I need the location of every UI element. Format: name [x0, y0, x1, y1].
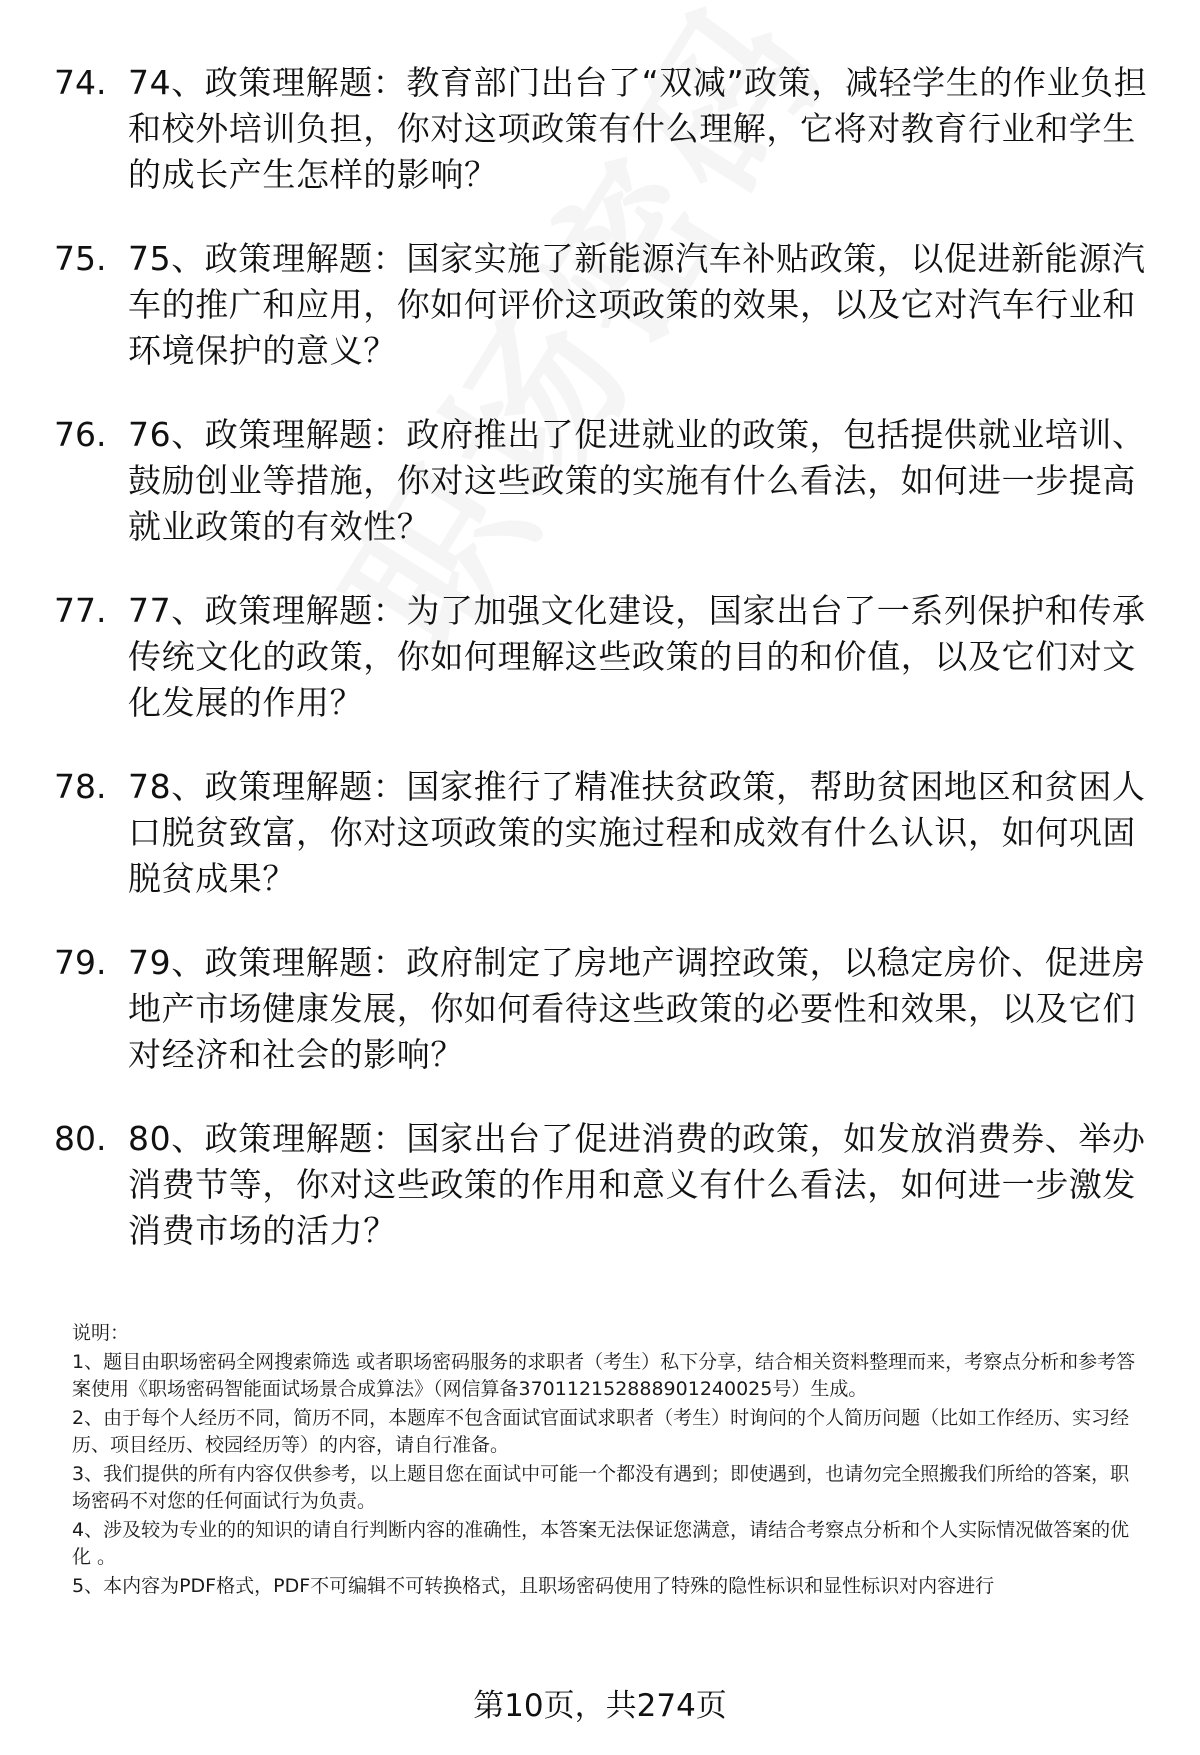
question-item: [54, 588, 1154, 726]
question-text: 77、政策理解题：为了加强文化建设，国家出台了一系列保护和传承传统文化的政策，你如何理解这些政策的目的和价值，以及它们对文化发展的作用？: [128, 591, 1146, 722]
note-item: 2、由于每个人经历不同，简历不同，本题库不包含面试官面试求职者（考生）时询问的个人简历问题（比如工作经历、实习经历、项目经历、校园经历等）的内容，请自行准备。: [72, 1407, 1130, 1456]
question-item: [54, 412, 1154, 550]
question-item: [54, 940, 1154, 1078]
question-number: 76.: [54, 415, 107, 454]
question-text: 74、政策理解题：教育部门出台了“双减”政策，减轻学生的作业负担和校外培训负担，你对这项政策有什么理解，它将对教育行业和学生的成长产生怎样的影响？: [128, 63, 1148, 194]
question-number: 77.: [54, 591, 107, 630]
note-item: 3、我们提供的所有内容仅供参考，以上题目您在面试中可能一个都没有遇到；即使遇到，也请勿完全照搬我们所给的答案，职场密码不对您的任何面试行为负责。: [72, 1463, 1130, 1512]
question-number: 74.: [54, 63, 107, 102]
question-number: 80.: [54, 1119, 107, 1158]
note-item: 5、本内容为PDF格式，PDF不可编辑不可转换格式，且职场密码使用了特殊的隐性标识和显性标识对内容进行: [72, 1575, 995, 1597]
notes-section: [72, 1320, 1140, 1600]
question-item: [54, 764, 1154, 902]
question-item: [54, 60, 1154, 198]
question-list: [54, 60, 1154, 1292]
question-text: 78、政策理解题：国家推行了精准扶贫政策，帮助贫困地区和贫困人口脱贫致富，你对这项政策的实施过程和成效有什么认识，如何巩固脱贫成果？: [128, 767, 1146, 898]
question-number: 78.: [54, 767, 107, 806]
question-number: 75.: [54, 239, 107, 278]
page-footer: 第10页，共274页: [473, 1688, 727, 1724]
question-text: 79、政策理解题：政府制定了房地产调控政策，以稳定房价、促进房地产市场健康发展，你如何看待这些政策的必要性和效果，以及它们对经济和社会的影响？: [128, 943, 1146, 1074]
question-text: 80、政策理解题：国家出台了促进消费的政策，如发放消费券、举办消费节等，你对这些政策的作用和意义有什么看法，如何进一步激发消费市场的活力？: [128, 1119, 1146, 1250]
note-item: 1、题目由职场密码全网搜索筛选 或者职场密码服务的求职者（考生）私下分享，结合相关资料整理而来，考察点分析和参考答案使用《职场密码智能面试场景合成算法》（网信算备370112152888901240025号）生成。: [72, 1351, 1136, 1400]
question-item: [54, 236, 1154, 374]
question-item: [54, 1116, 1154, 1254]
question-text: 75、政策理解题：国家实施了新能源汽车补贴政策，以促进新能源汽车的推广和应用，你如何评价这项政策的效果，以及它对汽车行业和环境保护的意义？: [128, 239, 1146, 370]
question-number: 79.: [54, 943, 107, 982]
note-item: 4、涉及较为专业的的知识的请自行判断内容的准确性，本答案无法保证您满意，请结合考察点分析和个人实际情况做答案的优化 。: [72, 1519, 1130, 1568]
question-text: 76、政策理解题：政府推出了促进就业的政策，包括提供就业培训、鼓励创业等措施，你对这些政策的实施有什么看法，如何进一步提高就业政策的有效性？: [128, 415, 1146, 546]
notes-title: 说明：: [72, 1322, 130, 1344]
